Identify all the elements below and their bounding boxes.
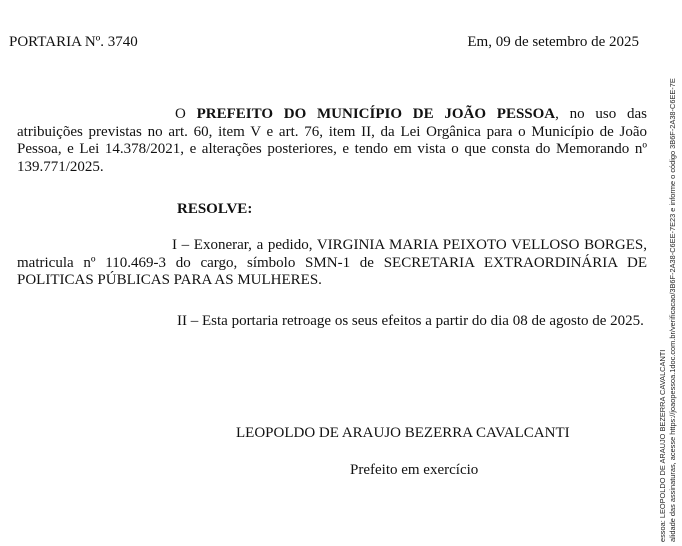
preamble-rest: , no uso das atribuições previstas no art. 60, item V e art. 76, item II, da Lei Orgânica para o Município de João Pessoa, e Lei 14.378/2021, e alterações posteriores, e tendo em vista o que consta do Memorando nº 139.771/2025. (17, 106, 647, 175)
stamp-verification-line: alidade das assinaturas, acesse https://joaopessoa.1doc.com.br/verificacao/3B6F-2A38-C6EE-7E23 e informe o código 3B6F-2A38-C6EE-7E (668, 78, 677, 542)
preamble-paragraph (17, 106, 647, 176)
preamble-intro: O (175, 106, 197, 122)
article-two (17, 313, 647, 331)
document-date: Em, 09 de setembro de 2025 (467, 34, 639, 50)
stamp-signer-line: essoa: LEOPOLDO DE ARAUJO BEZERRA CAVALCANTI (658, 349, 667, 542)
article-one (17, 237, 647, 290)
article-one-text: I – Exonerar, a pedido, VIRGINIA MARIA PEIXOTO VELLOSO BORGES, matricula nº 110.469-3 do cargo, símbolo SMN-1 de SECRETARIA EXTRAORDINÁRIA DE POLITICAS PÚBLICAS PARA AS MULHERES. (17, 237, 647, 288)
digital-signature-stamp (656, 0, 682, 546)
mayor-title: PREFEITO DO MUNICÍPIO DE JOÃO PESSOA (196, 106, 556, 122)
resolve-heading: RESOLVE: (177, 201, 253, 217)
article-two-text: II – Esta portaria retroage os seus efeitos a partir do dia 08 de agosto de 2025. (177, 313, 644, 329)
portaria-number: PORTARIA Nº. 3740 (9, 34, 138, 50)
signatory-name: LEOPOLDO DE ARAUJO BEZERRA CAVALCANTI (236, 425, 570, 441)
signatory-role: Prefeito em exercício (350, 462, 479, 478)
